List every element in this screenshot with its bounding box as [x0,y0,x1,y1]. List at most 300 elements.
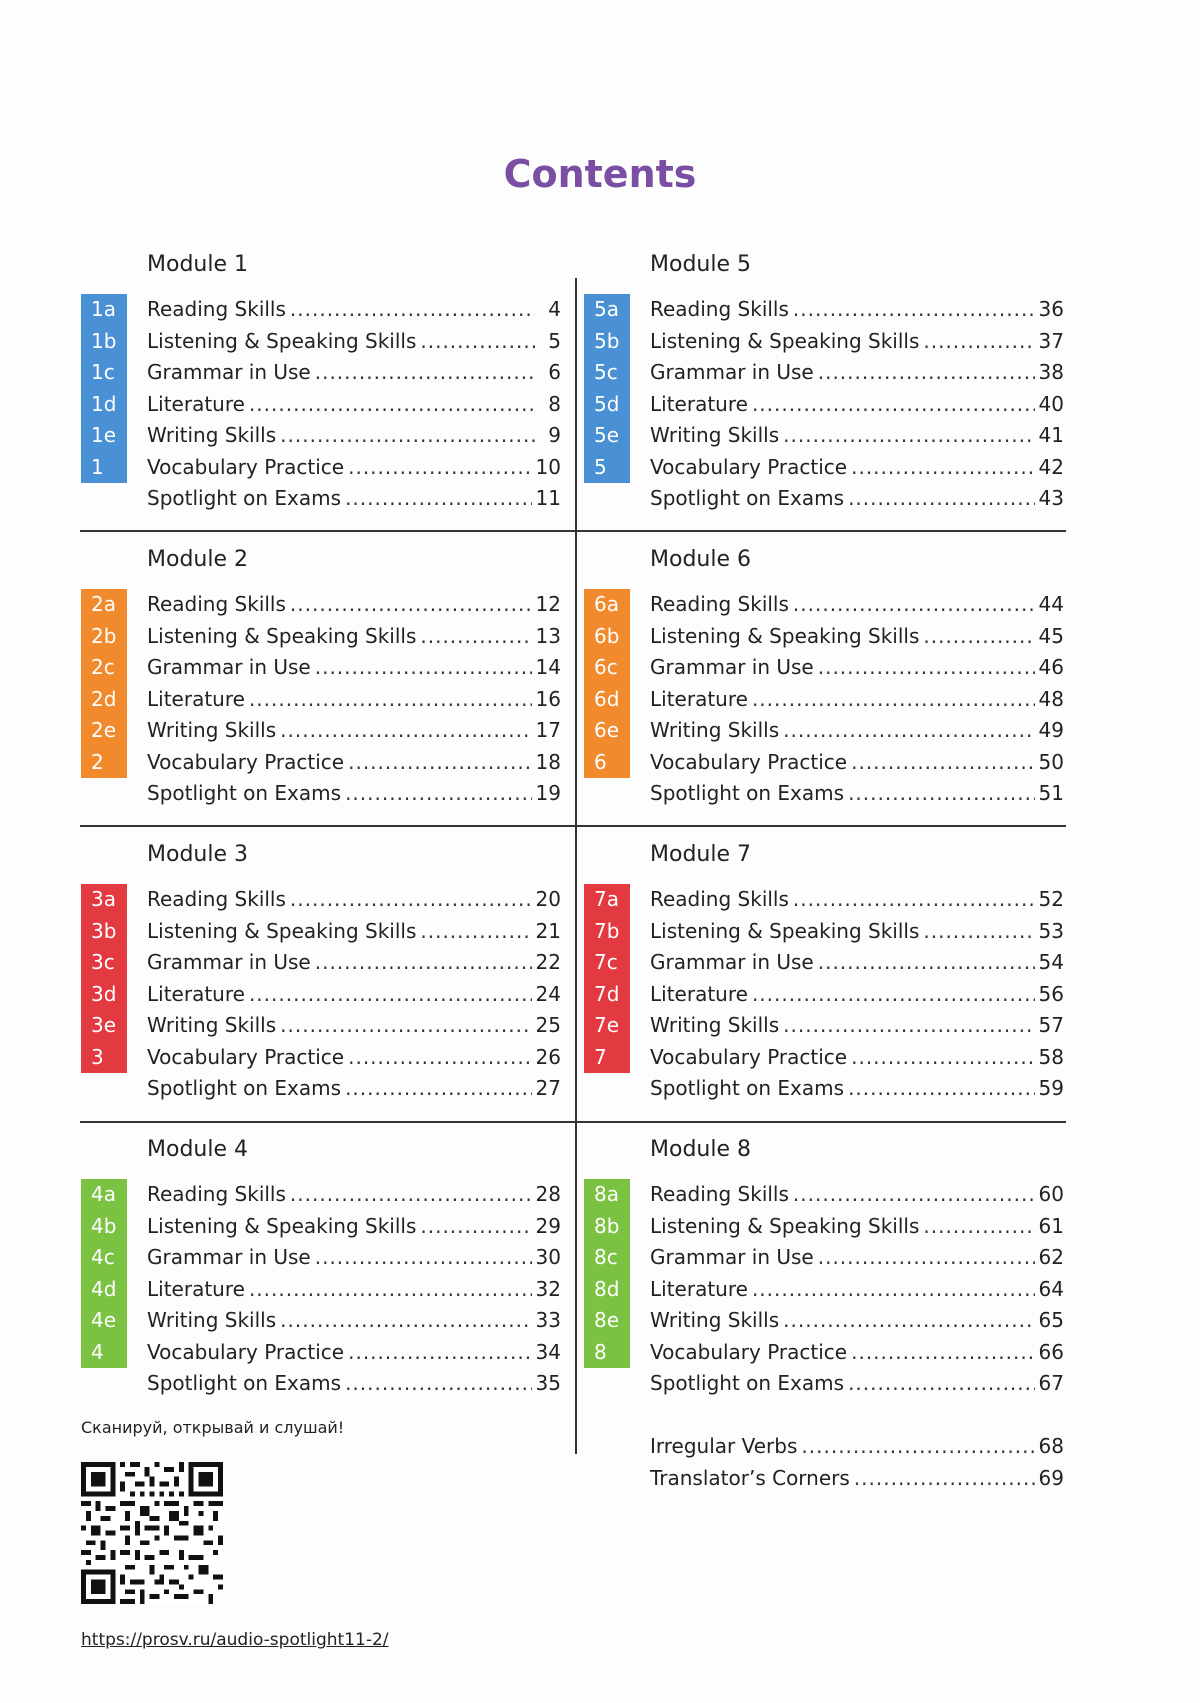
toc-entry-label: Listening & Speaking Skills [147,623,417,648]
toc-entry-label: Vocabulary Practice [650,749,848,774]
toc-entry-page: 68 [1038,1434,1064,1458]
toc-entry-label: Listening & Speaking Skills [147,918,417,943]
leader-dots [280,1305,531,1337]
leader-dots [345,1368,531,1400]
toc-entry-page: 27 [535,1076,561,1100]
toc-entry-label: Spotlight on Exams [147,486,342,510]
toc-entry[interactable] [147,1042,561,1074]
toc-entry-page: 4 [548,297,561,321]
unit-tab: 2d [81,684,127,716]
unit-tab: 7c [584,947,630,979]
toc-entry-page: 28 [535,1182,561,1206]
leader-dots [848,778,1034,810]
toc-entry-label: Listening & Speaking Skills [650,623,920,648]
toc-entry[interactable] [650,747,1064,779]
toc-entry-page: 19 [535,781,561,805]
unit-tab: 1 [81,452,127,484]
toc-entry[interactable] [650,1242,1064,1274]
module-title: Module 2 [147,547,248,572]
module-tabs [584,589,630,777]
toc-entry[interactable] [650,1010,1064,1042]
unit-tab: 8e [584,1305,630,1337]
leader-dots [801,1431,1034,1463]
toc-entry-label: Writing Skills [650,1308,780,1332]
toc-entry[interactable] [147,884,561,916]
toc-entry-label: Writing Skills [147,718,277,742]
toc-entry[interactable] [650,1463,1064,1495]
toc-entry[interactable] [650,778,1064,810]
toc-entry-page: 33 [535,1308,561,1332]
unit-tab: 4c [81,1242,127,1274]
unit-tab: 7 [584,1042,630,1074]
module-tabs [584,294,630,482]
toc-entry[interactable] [147,979,561,1011]
toc-entry[interactable] [147,1242,561,1274]
leader-dots [280,715,531,747]
leader-dots [420,1211,531,1243]
toc-entry-label: Literature [650,391,748,416]
toc-entry[interactable] [147,1211,561,1243]
leader-dots [348,452,531,484]
leader-dots [793,294,1035,326]
unit-tab: 1d [81,389,127,421]
leader-dots [290,294,535,326]
unit-tab: 3d [81,979,127,1011]
row-divider-2 [80,825,1066,827]
leader-dots [793,884,1035,916]
toc-entry-label: Translator’s Corners [650,1465,850,1490]
unit-tab: 6c [584,652,630,684]
unit-tab: 2e [81,715,127,747]
toc-entry-page: 35 [535,1371,561,1395]
toc-list [650,884,1064,1105]
toc-entry-page: 8 [548,391,561,416]
toc-entry-page: 22 [535,950,561,974]
unit-tab: 6b [584,621,630,653]
leader-dots [290,1179,532,1211]
toc-entry[interactable] [650,452,1064,484]
toc-entry-page: 6 [548,360,561,384]
unit-tab: 1b [81,326,127,358]
toc-entry-label: Grammar in Use [147,360,311,384]
unit-tab: 4 [81,1337,127,1369]
unit-tab: 6 [584,747,630,779]
toc-entry-label: Writing Skills [147,423,277,447]
toc-entry-label: Grammar in Use [147,1245,311,1269]
unit-tab: 2b [81,621,127,653]
toc-list [147,1179,561,1400]
toc-entry-label: Spotlight on Exams [650,1371,845,1395]
toc-entry-label: Vocabulary Practice [650,454,848,479]
toc-entry-label: Reading Skills [650,592,789,616]
toc-entry[interactable] [147,916,561,948]
unit-tab: 4a [81,1179,127,1211]
qr-code-icon[interactable] [81,1462,223,1604]
toc-entry-label: Writing Skills [650,1013,780,1037]
unit-tab: 7d [584,979,630,1011]
leader-dots [793,1179,1035,1211]
unit-tab: 5c [584,357,630,389]
toc-entry-page: 29 [535,1213,561,1238]
toc-entry[interactable] [147,294,561,326]
unit-tab: 8d [584,1274,630,1306]
toc-entry[interactable] [147,621,561,653]
leader-dots [848,1073,1034,1105]
toc-list [650,589,1064,810]
toc-entry-label: Spotlight on Exams [147,781,342,805]
module-title: Module 1 [147,252,248,277]
toc-entry-label: Irregular Verbs [650,1434,798,1458]
module-title: Module 6 [650,547,751,572]
toc-entry[interactable] [650,1337,1064,1369]
toc-entry-page: 14 [535,655,561,679]
toc-entry-page: 5 [548,328,561,353]
toc-list [650,1179,1064,1400]
toc-entry[interactable] [650,420,1064,452]
toc-entry-page: 57 [1038,1013,1064,1037]
leader-dots [348,1337,531,1369]
leader-dots [420,916,531,948]
toc-list [650,294,1064,515]
toc-entry-page: 38 [1038,360,1064,384]
module-title: Module 8 [650,1137,751,1162]
leader-dots [345,1073,531,1105]
toc-entry-label: Spotlight on Exams [147,1076,342,1100]
leader-dots [818,652,1035,684]
toc-entry-label: Literature [147,1276,245,1301]
toc-entry-label: Listening & Speaking Skills [147,328,417,353]
toc-entry[interactable] [650,621,1064,653]
toc-entry[interactable] [147,1337,561,1369]
unit-tab: 5d [584,389,630,421]
toc-entry-label: Grammar in Use [650,655,814,679]
unit-tab: 2c [81,652,127,684]
unit-tab: 7b [584,916,630,948]
toc-entry-page: 40 [1038,391,1064,416]
toc-entry-page: 64 [1038,1276,1064,1301]
toc-entry-label: Grammar in Use [650,360,814,384]
unit-tab: 4d [81,1274,127,1306]
toc-entry-label: Listening & Speaking Skills [650,918,920,943]
toc-entry-page: 45 [1038,623,1064,648]
toc-entry-label: Vocabulary Practice [147,1339,345,1364]
toc-entry-page: 53 [1038,918,1064,943]
toc-entry[interactable] [147,1010,561,1042]
leader-dots [851,452,1034,484]
toc-entry-label: Listening & Speaking Skills [650,1213,920,1238]
module-tabs [584,884,630,1072]
module-tabs [584,1179,630,1367]
toc-entry-label: Spotlight on Exams [650,1076,845,1100]
leader-dots [420,326,535,358]
toc-entry-label: Writing Skills [147,1013,277,1037]
toc-entry-page: 60 [1038,1182,1064,1206]
leader-dots [348,747,531,779]
toc-entry-page: 13 [535,623,561,648]
leader-dots [848,483,1034,515]
unit-tab: 6a [584,589,630,621]
leader-dots [818,357,1035,389]
toc-entry-label: Listening & Speaking Skills [147,1213,417,1238]
module-title: Module 3 [147,842,248,867]
leader-dots [315,357,535,389]
toc-entry-page: 17 [535,718,561,742]
toc-entry[interactable] [650,947,1064,979]
unit-tab: 3c [81,947,127,979]
leader-dots [315,652,532,684]
toc-entry-page: 54 [1038,950,1064,974]
leader-dots [923,916,1034,948]
toc-entry-label: Grammar in Use [147,950,311,974]
unit-tab: 3b [81,916,127,948]
toc-entry[interactable] [650,1179,1064,1211]
toc-entry[interactable] [650,1073,1064,1105]
toc-entry-label: Vocabulary Practice [147,454,345,479]
leader-dots [290,884,532,916]
leader-dots [420,621,531,653]
toc-entry-page: 9 [548,423,561,447]
leader-dots [345,483,531,515]
unit-tab: 2a [81,589,127,621]
column-divider [575,278,577,1454]
toc-entry-label: Spotlight on Exams [650,781,845,805]
unit-tab: 5 [584,452,630,484]
toc-entry[interactable] [147,747,561,779]
unit-tab: 1e [81,420,127,452]
unit-tab: 3 [81,1042,127,1074]
module-tabs [81,1179,127,1367]
toc-entry-page: 32 [535,1276,561,1301]
toc-entry[interactable] [147,715,561,747]
toc-entry[interactable] [650,483,1064,515]
toc-entry[interactable] [650,294,1064,326]
module-title: Module 7 [650,842,751,867]
module-tabs [81,589,127,777]
leader-dots [280,1010,531,1042]
toc-entry[interactable] [147,1305,561,1337]
audio-link[interactable]: https://prosv.ru/audio-spotlight11-2/ [81,1630,389,1650]
toc-entry-page: 59 [1038,1076,1064,1100]
unit-tab: 8c [584,1242,630,1274]
toc-entry-page: 43 [1038,486,1064,510]
toc-entry-page: 16 [535,686,561,711]
toc-entry-label: Spotlight on Exams [650,486,845,510]
unit-tab: 4e [81,1305,127,1337]
unit-tab: 5e [584,420,630,452]
toc-entry-page: 51 [1038,781,1064,805]
toc-entry-page: 37 [1038,328,1064,353]
unit-tab: 5a [584,294,630,326]
toc-entry-page: 18 [535,749,561,774]
leader-dots [752,684,1035,716]
toc-entry-label: Literature [147,686,245,711]
leader-dots [280,420,535,452]
toc-entry-label: Reading Skills [650,1182,789,1206]
toc-entry-page: 11 [535,486,561,510]
toc-entry-label: Grammar in Use [650,1245,814,1269]
unit-tab: 8b [584,1211,630,1243]
leader-dots [249,389,535,421]
toc-entry[interactable] [650,1305,1064,1337]
leader-dots [851,747,1034,779]
unit-tab: 3e [81,1010,127,1042]
leader-dots [348,1042,531,1074]
leader-dots [249,684,532,716]
toc-entry[interactable] [147,589,561,621]
toc-entry-page: 46 [1038,655,1064,679]
toc-entry[interactable] [650,589,1064,621]
toc-entry[interactable] [147,1179,561,1211]
toc-entry[interactable] [147,420,561,452]
leader-dots [851,1042,1034,1074]
toc-entry-page: 42 [1038,454,1064,479]
toc-entry-label: Reading Skills [147,592,286,616]
toc-entry-label: Reading Skills [650,297,789,321]
leader-dots [793,589,1035,621]
toc-entry-label: Literature [650,1276,748,1301]
toc-entry-label: Literature [147,981,245,1006]
leader-dots [818,1242,1035,1274]
toc-entry-page: 66 [1038,1339,1064,1364]
toc-entry[interactable] [650,1211,1064,1243]
toc-entry-page: 36 [1038,297,1064,321]
toc-entry[interactable] [147,357,561,389]
toc-entry-page: 41 [1038,423,1064,447]
toc-entry-page: 61 [1038,1213,1064,1238]
toc-entry-page: 48 [1038,686,1064,711]
toc-entry-page: 56 [1038,981,1064,1006]
toc-entry[interactable] [147,947,561,979]
toc-entry[interactable] [650,884,1064,916]
toc-entry-label: Literature [650,981,748,1006]
toc-entry[interactable] [650,1042,1064,1074]
toc-entry-label: Reading Skills [147,1182,286,1206]
toc-entry[interactable] [147,1368,561,1400]
toc-entry-page: 62 [1038,1245,1064,1269]
leader-dots [752,1274,1035,1306]
toc-entry[interactable] [147,1073,561,1105]
toc-entry[interactable] [650,326,1064,358]
leader-dots [783,1305,1034,1337]
toc-entry[interactable] [147,452,561,484]
toc-entry-label: Vocabulary Practice [650,1044,848,1069]
leader-dots [783,715,1034,747]
toc-entry-page: 20 [535,887,561,911]
leader-dots [315,1242,532,1274]
toc-entry[interactable] [650,389,1064,421]
toc-entry-label: Writing Skills [650,423,780,447]
leader-dots [923,326,1034,358]
toc-entry-label: Grammar in Use [650,950,814,974]
toc-entry[interactable] [650,684,1064,716]
leader-dots [783,1010,1034,1042]
leader-dots [851,1337,1034,1369]
toc-entry-page: 65 [1038,1308,1064,1332]
toc-entry-label: Listening & Speaking Skills [650,328,920,353]
leader-dots [249,1274,532,1306]
toc-entry-label: Vocabulary Practice [650,1339,848,1364]
module-title: Module 4 [147,1137,248,1162]
toc-entry[interactable] [147,389,561,421]
toc-entry[interactable] [650,916,1064,948]
leader-dots [249,979,532,1011]
module-title: Module 5 [650,252,751,277]
toc-entry[interactable] [147,652,561,684]
toc-entry-page: 67 [1038,1371,1064,1395]
toc-entry-label: Literature [650,686,748,711]
page-title: Contents [503,152,697,196]
leader-dots [923,1211,1034,1243]
toc-entry[interactable] [650,1274,1064,1306]
toc-entry[interactable] [650,652,1064,684]
unit-tab: 7e [584,1010,630,1042]
toc-entry-label: Vocabulary Practice [147,1044,345,1069]
unit-tab: 5b [584,326,630,358]
toc-entry[interactable] [147,1274,561,1306]
unit-tab: 1a [81,294,127,326]
toc-entry-page: 50 [1038,749,1064,774]
toc-entry-page: 34 [535,1339,561,1364]
toc-entry[interactable] [650,715,1064,747]
toc-entry[interactable] [147,778,561,810]
toc-entry-label: Literature [147,391,245,416]
toc-list [147,294,561,515]
toc-entry[interactable] [147,326,561,358]
leader-dots [752,979,1035,1011]
row-divider-1 [80,530,1066,532]
leader-dots [290,589,532,621]
toc-entry[interactable] [650,1431,1064,1463]
toc-entry-label: Vocabulary Practice [147,749,345,774]
toc-entry-page: 49 [1038,718,1064,742]
extras-list [650,1431,1064,1494]
toc-entry[interactable] [650,357,1064,389]
toc-entry-label: Reading Skills [147,297,286,321]
toc-entry-label: Writing Skills [650,718,780,742]
toc-entry-label: Reading Skills [147,887,286,911]
unit-tab: 2 [81,747,127,779]
leader-dots [923,621,1034,653]
leader-dots [752,389,1035,421]
leader-dots [783,420,1034,452]
toc-entry-label: Writing Skills [147,1308,277,1332]
toc-entry[interactable] [147,684,561,716]
unit-tab: 1c [81,357,127,389]
scan-caption: Сканируй, открывай и слушай! [81,1418,345,1437]
toc-entry-page: 26 [535,1044,561,1069]
unit-tab: 3a [81,884,127,916]
leader-dots [818,947,1035,979]
leader-dots [854,1463,1035,1495]
toc-entry-page: 25 [535,1013,561,1037]
toc-entry-page: 24 [535,981,561,1006]
module-tabs [81,884,127,1072]
toc-entry-label: Reading Skills [650,887,789,911]
toc-entry[interactable] [650,1368,1064,1400]
leader-dots [315,947,532,979]
toc-entry[interactable] [650,979,1064,1011]
unit-tab: 6e [584,715,630,747]
toc-entry-page: 10 [535,454,561,479]
toc-entry-label: Spotlight on Exams [147,1371,342,1395]
toc-entry[interactable] [147,483,561,515]
toc-entry-page: 12 [535,592,561,616]
leader-dots [345,778,531,810]
toc-entry-page: 44 [1038,592,1064,616]
unit-tab: 6d [584,684,630,716]
unit-tab: 8 [584,1337,630,1369]
unit-tab: 7a [584,884,630,916]
